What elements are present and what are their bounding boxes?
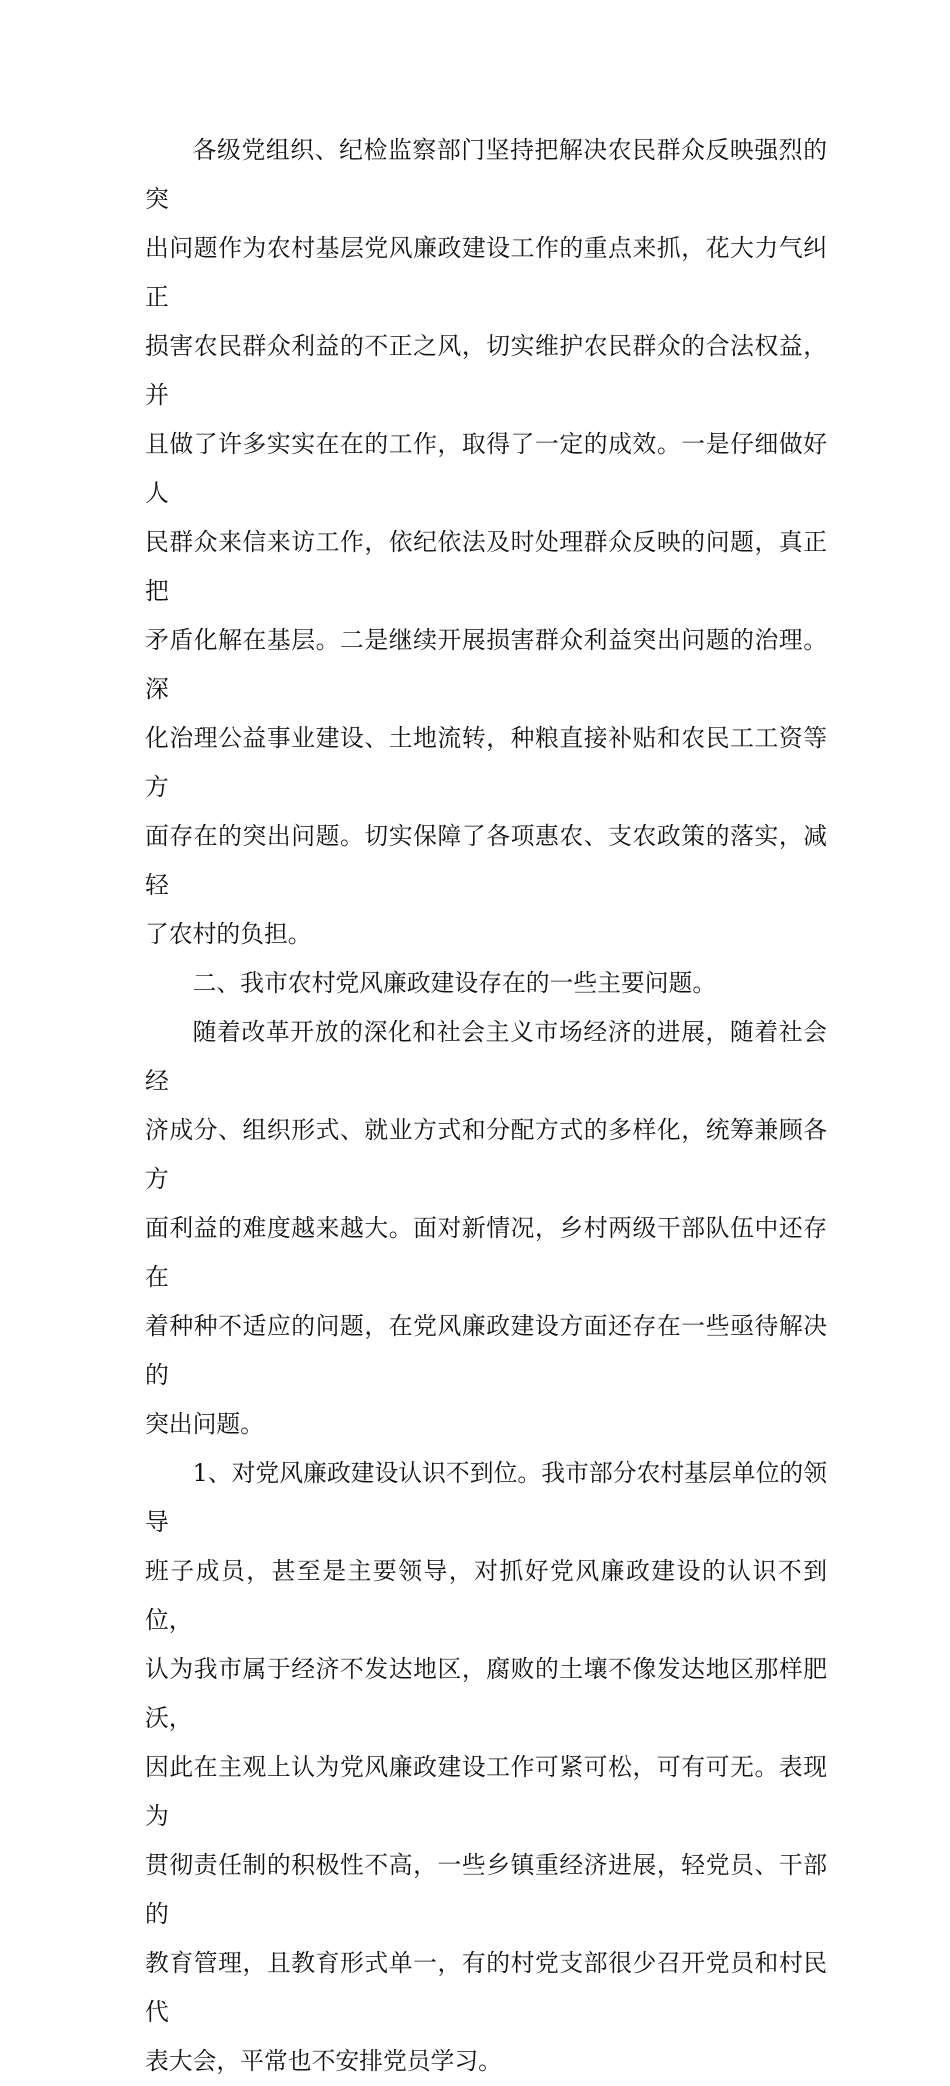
paragraph-issue-1: 1、对党风廉政建设认识不到位。我市部分农村基层单位的领导 班子成员，甚至是主要领导，对抓好党风廉政建设的认识不到位， 认为我市属于经济不发达地区，腐败的土壤不像发达地区那样肥沃， 因此在主观上认为党风廉政建设工作可紧可松，可有可无。表现为 贯彻责任制的积极性不高，一些乡镇重经济进展，轻党员、干部的 教育管理，且教育形式单一，有的村党支部很少召开党员和村民代 表大会，平常也不安排党员学习。 xyxy=(145,1459,827,2075)
paragraph-achievements: 各级党组织、纪检监察部门坚持把解决农民群众反映强烈的突 出问题作为农村基层党风廉政建设工作的重点来抓，花大力气纠正 损害农民群众利益的不正之风，切实维护农民群众的合法权益，并 且做了许多实实在在的工作，取得了一定的成效。一是仔细做好人 民群众来信来访工作，依纪依法及时处理群众反映的问题，真正把 矛盾化解在基层。二是继续开展损害群众利益突出问题的治理。深 化治理公益事业建设、土地流转，种粮直接补贴和农民工工资等方 面存在的突出问题。切实保障了各项惠农、支农政策的落实，减轻 了农村的负担。 xyxy=(145,136,827,948)
section-heading-problems: 二、我市农村党风廉政建设存在的一些主要问题。 xyxy=(192,969,717,997)
document-body xyxy=(145,126,827,2086)
paragraph-context: 随着改革开放的深化和社会主义市场经济的进展，随着社会经 济成分、组织形式、就业方式和分配方式的多样化，统筹兼顾各方 面利益的难度越来越大。面对新情况，乡村两级干部队伍中还存在 着种种不适应的问题，在党风廉政建设方面还存在一些亟待解决的 突出问题。 xyxy=(145,1018,827,1438)
